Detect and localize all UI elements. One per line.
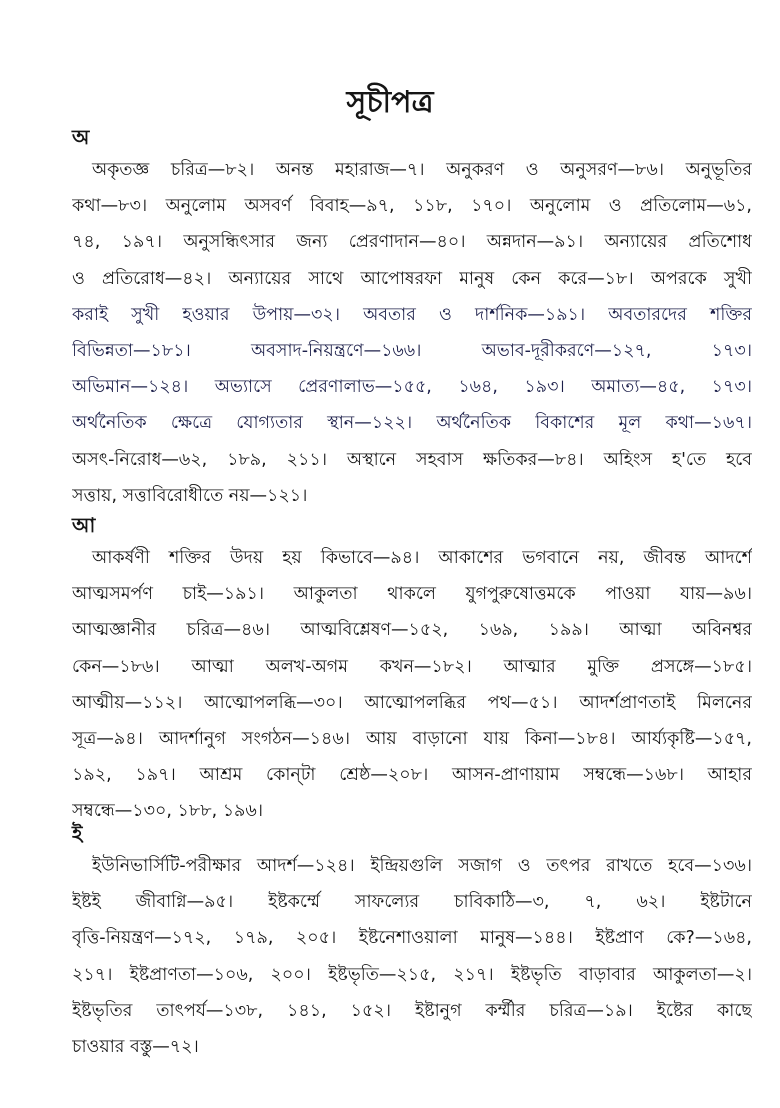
index-line: ইউনিভার্সিটি-পরীক্ষার আদর্শ—১২৪। ইন্দ্রিয়গুলি সজাগ ও তৎপর রাখতে হবে—১৩৬। (92, 856, 752, 876)
index-line: কথা—৮৩। অনুলোম অসবর্ণ বিবাহ—৯৭, ১১৮, ১৭০। অনুলোম ও প্রতিলোম—৬১, (72, 196, 752, 217)
index-section-i (72, 818, 752, 1065)
index-line: আত্মসমর্পণ চাই—১৯১। আকুলতা থাকলে যুগপুরুষোত্তমকে পাওয়া যায়—৯৬। (72, 584, 752, 605)
index-line: আত্মীয়—১১২। আত্মোপলব্ধি—৩০। আত্মোপলব্ধির পথ—৫১। আদর্শপ্রাণতাই মিলনের (72, 692, 752, 713)
index-line: ১৯২, ১৯৭। আশ্রম কোন্‌টা শ্রেষ্ঠ—২০৮। আসন-প্রাণায়াম সম্বন্ধে—১৬৮। আহার (72, 765, 752, 786)
index-line: বৃত্তি-নিয়ন্ত্রণ—১৭২, ১৭৯, ২০৫। ইষ্টনেশাওয়ালা মানুষ—১৪৪। ইষ্টপ্রাণ কে?—১৬৪, (72, 928, 752, 949)
index-line: অভিমান—১২৪। অভ্যাসে প্রেরণালাভ—১৫৫, ১৬৪, ১৯৩। অমাত্য—৪৫, ১৭৩। (72, 377, 752, 398)
index-line: অর্থনৈতিক ক্ষেত্রে যোগ্যতার স্থান—১২২। অর্থনৈতিক বিকাশের মূল কথা—১৬৭। (72, 413, 752, 434)
index-line: কেন—১৮৬। আত্মা অলখ-অগম কখন—১৮২। আত্মার মুক্তি প্রসঙ্গে—১৮৫। (72, 656, 752, 677)
index-section-a (72, 122, 752, 514)
index-line: অকৃতজ্ঞ চরিত্র—৮২। অনন্ত মহারাজ—৭। অনুকরণ ও অনুসরণ—৮৬। অনুভূতির (92, 160, 752, 180)
index-line: ৭৪, ১৯৭। অনুসন্ধিৎসার জন্য প্রেরণাদান—৪০। অন্নদান—৯১। অন্যায়ের প্রতিশোধ (72, 232, 752, 253)
page-title: সূচীপত্র (346, 85, 434, 120)
section-heading: অ (72, 125, 90, 149)
index-line: চাওয়ার বস্তু—৭২। (72, 1036, 199, 1057)
index-line: সত্তায়, সত্তাবিরোধীতে নয়—১২১। (72, 485, 308, 506)
index-line: ইষ্টই জীবাগ্নি—৯৫। ইষ্টকর্ম্মে সাফল্যের চাবিকাঠি—৩, ৭, ৬২। ইষ্টটানে (72, 892, 752, 913)
index-line: অসৎ-নিরোধ—৬২, ১৮৯, ২১১। অস্থানে সহবাস ক্ষতিকর—৮৪। অহিংস হ'তে হবে (72, 449, 752, 470)
index-line: ২১৭। ইষ্টপ্রাণতা—১০৬, ২০০। ইষ্টভৃতি—২১৫, ২১৭। ইষ্টভৃতি বাড়াবার আকুলতা—২। (72, 964, 752, 985)
index-line: সম্বন্ধে—১৩০, ১৮৮, ১৯৬। (72, 801, 264, 822)
index-line: ও প্রতিরোধ—৪২। অন্যায়ের সাথে আপোষরফা মানুষ কেন করে—১৮। অপরকে সুখী (72, 268, 752, 289)
index-line: করাই সুখী হওয়ার উপায়—৩২। অবতার ও দার্শনিক—১৯১। অবতারদের শক্তির (72, 304, 752, 325)
index-line: সূত্র—৯৪। আদর্শানুগ সংগঠন—১৪৬। আয় বাড়ানো যায় কিনা—১৮৪। আর্য্যকৃষ্টি—১৫৭, (72, 728, 752, 749)
index-line: আত্মজ্ঞানীর চরিত্র—৪৬। আত্মবিশ্লেষণ—১৫২, ১৬৯, ১৯৯। আত্মা অবিনশ্বর (72, 620, 752, 641)
section-heading: আ (72, 513, 96, 537)
index-line: বিভিন্নতা—১৮১। অবসাদ-নিয়ন্ত্রণে—১৬৬। অভাব-দূরীকরণে—১২৭, ১৭৩। (72, 340, 752, 361)
section-heading: ই (72, 821, 83, 845)
index-section-aa (72, 510, 752, 830)
index-line: ইষ্টভৃতির তাৎপর্য—১৩৮, ১৪১, ১৫২। ইষ্টানুগ কর্ম্মীর চরিত্র—১৯। ইষ্টের কাছে (72, 1000, 752, 1021)
index-line: আকর্ষণী শক্তির উদয় হয় কিভাবে—৯৪। আকাশের ভগবানে নয়, জীবন্ত আদর্শে (92, 548, 752, 568)
